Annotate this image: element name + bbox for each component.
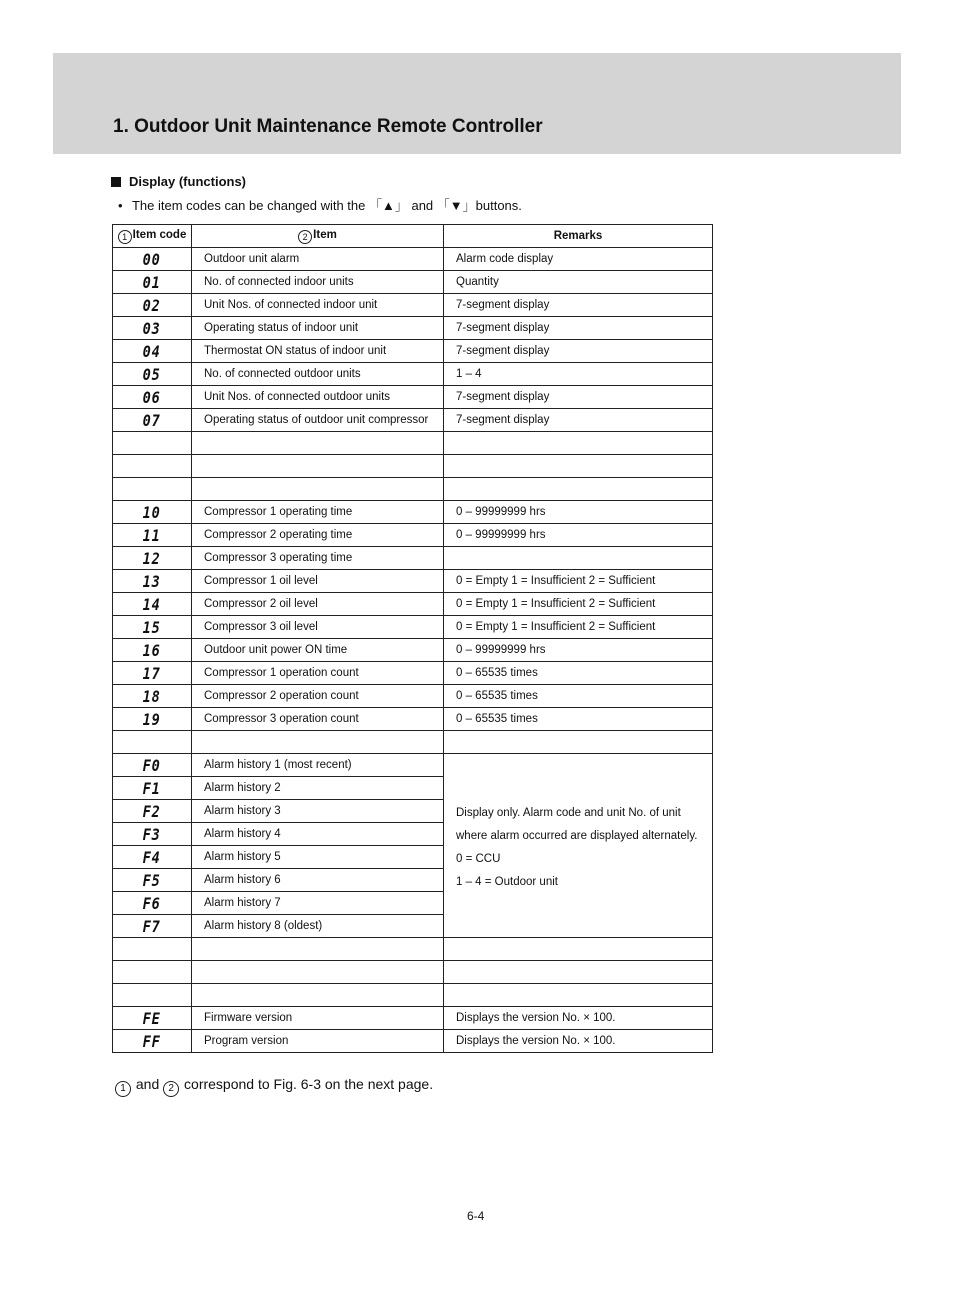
item-code-table [112,224,713,1053]
item-cell: Operating status of outdoor unit compressor [192,409,444,432]
table-row [113,616,713,639]
item-code-cell [113,524,192,547]
remarks-cell: Alarm code display [444,248,713,271]
header-remarks: Remarks [444,225,713,248]
table-row [113,1030,713,1053]
item-cell [192,455,444,478]
item-cell: Alarm history 8 (oldest) [192,915,444,938]
item-code-cell [113,662,192,685]
item-cell: Alarm history 4 [192,823,444,846]
item-cell [192,938,444,961]
item-cell: Alarm history 3 [192,800,444,823]
remarks-cell [444,984,713,1007]
alarm-remarks-line: where alarm occurred are displayed alternately. [456,829,698,842]
remarks-cell [444,961,713,984]
item-cell: Compressor 2 oil level [192,593,444,616]
item-cell: Unit Nos. of connected indoor unit [192,294,444,317]
item-code-value: 03 [142,318,162,338]
item-cell: Thermostat ON status of indoor unit [192,340,444,363]
remarks-cell: 7-segment display [444,386,713,409]
item-code-cell [113,547,192,570]
item-code-value: 15 [142,617,162,637]
instruction-text: The item codes can be changed with the 「▲」 and 「▼」buttons. [131,198,522,213]
item-code-value: F2 [142,801,162,821]
item-code-value: F4 [142,847,162,867]
item-cell: Alarm history 2 [192,777,444,800]
remarks-cell [444,478,713,501]
table-row [113,386,713,409]
item-code-cell [113,478,192,501]
remarks-cell [444,731,713,754]
remarks-cell [444,547,713,570]
square-bullet-icon [111,177,121,187]
table-row [113,938,713,961]
item-code-cell [113,432,192,455]
header-item-code-label: Item code [132,228,187,241]
item-code-value: F0 [142,755,162,775]
remarks-cell: 7-segment display [444,294,713,317]
instruction-bullet [118,195,522,214]
item-cell [192,432,444,455]
item-code-cell [113,892,192,915]
section-heading [111,174,246,189]
item-code-cell [113,1007,192,1030]
table-row [113,317,713,340]
table-row [113,731,713,754]
item-cell: Unit Nos. of connected outdoor units [192,386,444,409]
item-code-value: 06 [142,387,162,407]
item-code-value: F5 [142,870,162,890]
item-code-value: 19 [142,709,162,729]
item-code-value: FE [142,1008,162,1028]
header-item [192,225,444,248]
remarks-cell: 0 = Empty 1 = Insufficient 2 = Sufficient [444,593,713,616]
remarks-cell [444,455,713,478]
header-item-code [113,225,192,248]
remarks-cell: 0 – 65535 times [444,662,713,685]
item-code-cell [113,248,192,271]
remarks-cell: Displays the version No. × 100. [444,1007,713,1030]
item-code-cell [113,501,192,524]
remarks-cell: 0 – 99999999 hrs [444,639,713,662]
item-cell: Alarm history 1 (most recent) [192,754,444,777]
item-code-cell [113,593,192,616]
item-code-value: 02 [142,295,162,315]
remarks-cell: 7-segment display [444,340,713,363]
table-row [113,570,713,593]
circled-number: 1 [118,230,132,244]
alarm-remarks-line: 1 – 4 = Outdoor unit [456,875,558,888]
item-code-cell [113,570,192,593]
circled-number: 1 [115,1081,131,1097]
table-row [113,432,713,455]
item-code-cell [113,938,192,961]
item-cell: Alarm history 7 [192,892,444,915]
table-row [113,961,713,984]
remarks-cell [444,938,713,961]
section-heading-text: Display (functions) [129,174,247,189]
item-code-value: FF [142,1031,162,1051]
table-row [113,754,713,777]
item-code-cell [113,685,192,708]
remarks-cell: 0 – 99999999 hrs [444,501,713,524]
item-code-cell [113,777,192,800]
item-code-cell [113,386,192,409]
item-cell: Compressor 3 oil level [192,616,444,639]
table-row [113,501,713,524]
item-code-value: 17 [142,663,162,683]
table-row [113,478,713,501]
item-code-cell [113,731,192,754]
item-code-value: 18 [142,686,162,706]
page-title: 1. Outdoor Unit Maintenance Remote Controller [113,116,543,137]
item-code-value: 04 [142,341,162,361]
item-code-value: 12 [142,548,162,568]
item-code-cell [113,639,192,662]
item-code-value: F3 [142,824,162,844]
table-row [113,593,713,616]
circled-number: 2 [163,1081,179,1097]
item-cell: Compressor 2 operation count [192,685,444,708]
remarks-cell: 0 – 65535 times [444,685,713,708]
item-code-cell [113,823,192,846]
remarks-cell: 7-segment display [444,409,713,432]
item-code-cell [113,317,192,340]
table-row [113,547,713,570]
footnote [115,1076,433,1097]
remarks-cell: Quantity [444,271,713,294]
item-code-value: F7 [142,916,162,936]
item-code-cell [113,455,192,478]
table-row [113,708,713,731]
item-cell: Program version [192,1030,444,1053]
remarks-cell: 0 – 65535 times [444,708,713,731]
table-row [113,1007,713,1030]
item-code-cell [113,1030,192,1053]
item-cell: Firmware version [192,1007,444,1030]
table-row [113,455,713,478]
remarks-cell: Displays the version No. × 100. [444,1030,713,1053]
item-code-value: 13 [142,571,162,591]
header-item-label: Item [313,228,337,241]
item-cell [192,984,444,1007]
item-code-value: 07 [142,410,162,430]
item-cell: No. of connected outdoor units [192,363,444,386]
alarm-remarks-line: Display only. Alarm code and unit No. of unit [456,806,681,819]
item-cell: Compressor 3 operation count [192,708,444,731]
item-code-value: 16 [142,640,162,660]
remarks-cell: 0 – 99999999 hrs [444,524,713,547]
item-code-value: 00 [142,249,162,269]
table-row [113,340,713,363]
item-code-value: 11 [142,525,162,545]
item-cell: No. of connected indoor units [192,271,444,294]
item-code-cell [113,869,192,892]
item-code-value: F6 [142,893,162,913]
item-code-cell [113,961,192,984]
item-cell: Alarm history 6 [192,869,444,892]
table-header-row [113,225,713,248]
item-code-cell [113,616,192,639]
item-cell: Compressor 2 operating time [192,524,444,547]
item-code-cell [113,846,192,869]
table-row [113,984,713,1007]
item-cell: Compressor 1 operation count [192,662,444,685]
item-code-cell [113,915,192,938]
item-code-value: 01 [142,272,162,292]
remarks-cell: 7-segment display [444,317,713,340]
table-row [113,685,713,708]
item-cell: Outdoor unit alarm [192,248,444,271]
item-code-value: 14 [142,594,162,614]
item-code-cell [113,409,192,432]
table-row [113,271,713,294]
item-code-value: 05 [142,364,162,384]
remarks-cell: 0 = Empty 1 = Insufficient 2 = Sufficient [444,570,713,593]
footnote-and: and [135,1076,160,1092]
item-cell: Operating status of indoor unit [192,317,444,340]
item-cell [192,731,444,754]
table-row [113,248,713,271]
circled-number: 2 [298,230,312,244]
item-code-cell [113,363,192,386]
item-code-cell [113,294,192,317]
footnote-text: correspond to Fig. 6-3 on the next page. [184,1076,434,1092]
item-code-cell [113,800,192,823]
item-cell [192,961,444,984]
item-code-cell [113,340,192,363]
item-cell: Alarm history 5 [192,846,444,869]
item-cell: Outdoor unit power ON time [192,639,444,662]
table-row [113,524,713,547]
alarm-remarks-cell [444,754,713,938]
item-code-cell [113,984,192,1007]
item-cell: Compressor 3 operating time [192,547,444,570]
header-band [53,53,901,154]
item-cell: Compressor 1 oil level [192,570,444,593]
table-row [113,294,713,317]
alarm-remarks-line: 0 = CCU [456,852,501,865]
bullet-dot-icon: • [118,198,123,213]
page-number: 6-4 [467,1209,485,1223]
table-row [113,409,713,432]
item-code-cell [113,708,192,731]
item-cell: Compressor 1 operating time [192,501,444,524]
table-row [113,662,713,685]
item-code-cell [113,271,192,294]
remarks-cell: 0 = Empty 1 = Insufficient 2 = Sufficient [444,616,713,639]
remarks-cell [444,432,713,455]
item-code-value: 10 [142,502,162,522]
item-code-value: F1 [142,778,162,798]
item-code-cell [113,754,192,777]
table-row [113,639,713,662]
item-cell [192,478,444,501]
table-row [113,363,713,386]
remarks-cell: 1 – 4 [444,363,713,386]
